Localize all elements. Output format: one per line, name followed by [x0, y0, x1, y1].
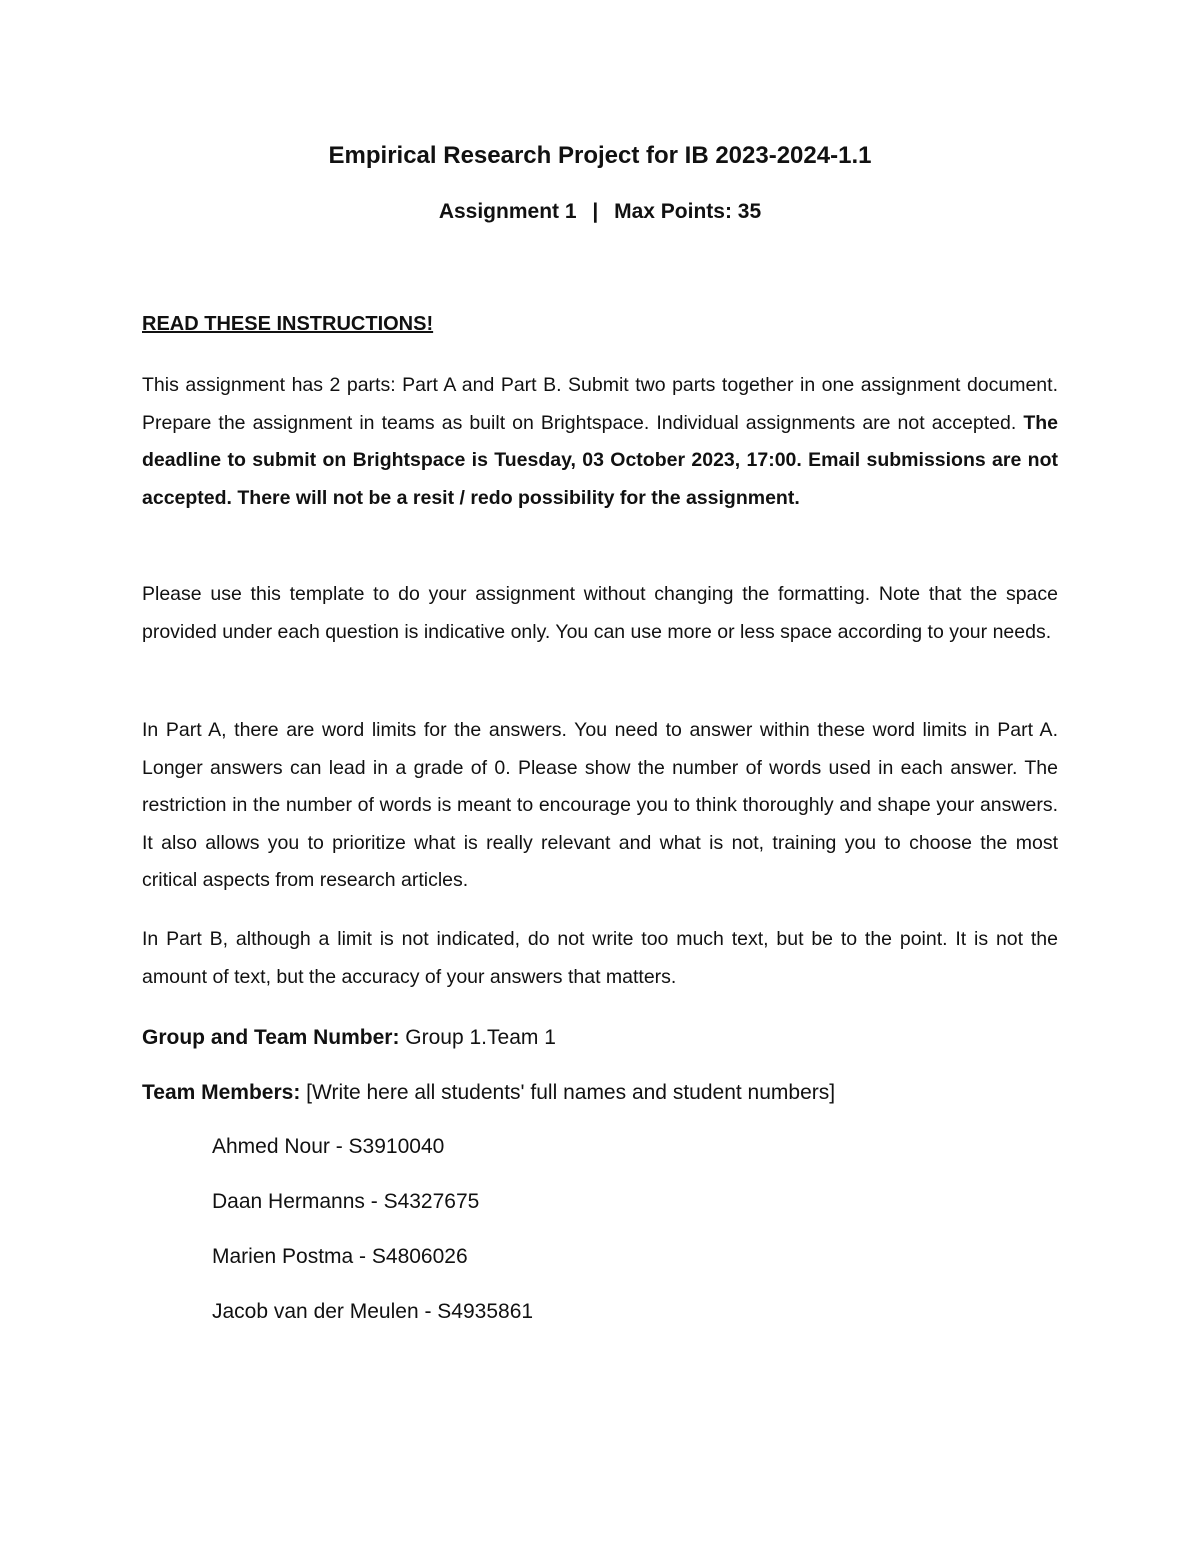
group-team-number-value: Group 1.Team 1: [399, 1026, 556, 1049]
assignment-label: Assignment 1: [438, 200, 577, 223]
instructions-paragraph-2: Please use this template to do your assignment without changing the formatting. Note that the space provided under each question is indicative only. You can use more or less space according to your needs.: [142, 583, 1058, 643]
document-title: Empirical Research Project for IB 2023-2024-1.1: [328, 142, 872, 169]
group-team-number-field: [142, 1023, 556, 1053]
team-members-field: [142, 1078, 835, 1108]
instructions-paragraph-4: In Part B, although a limit is not indicated, do not write too much text, but be to the point. It is not the amount of text, but the accuracy of your answers that matters.: [142, 928, 1058, 988]
max-points-label: Max Points: 35: [614, 200, 762, 223]
group-team-number-label: Group and Team Number:: [142, 1026, 400, 1049]
instructions-paragraph-3: In Part A, there are word limits for the answers. You need to answer within these word limits in Part A. Longer answers can lead in a grade of 0. Please show the number of words used in each answer. The restriction in the number of words is meant to encourage you to think thoroughly and shape your answers. It also allows you to prioritize what is really relevant and what is not, training you to choose the most critical aspects from research articles.: [142, 719, 1058, 891]
team-member-item: Ahmed Nour - S3910040: [212, 1135, 445, 1158]
team-member-item: Jacob van der Meulen - S4935861: [212, 1300, 534, 1323]
instructions-heading: READ THESE INSTRUCTIONS!: [142, 313, 434, 335]
document-subtitle: [0, 197, 1200, 227]
paragraph-1-intro: This assignment has 2 parts: Part A and Part B. Submit two parts together in one assignment document. Prepare the assignment in teams as built on Brightspace. Individual assignments are not accepted.: [142, 374, 1058, 434]
team-member-item: Daan Hermanns - S4327675: [212, 1190, 480, 1213]
subtitle-separator: |: [592, 200, 599, 223]
team-members-instruction: [Write here all students' full names and student numbers]: [300, 1081, 836, 1104]
team-members-label: Team Members:: [142, 1081, 301, 1104]
paragraph-1-deadline-bold: The deadline to submit on Brightspace is Tuesday, 03 October 2023, 17:00. Email submissions are not accepted. There will not be a resit / redo possibility for the assignment.: [142, 411, 1058, 509]
team-member-item: Marien Postma - S4806026: [212, 1245, 468, 1268]
instructions-paragraph-1: [142, 367, 1058, 517]
